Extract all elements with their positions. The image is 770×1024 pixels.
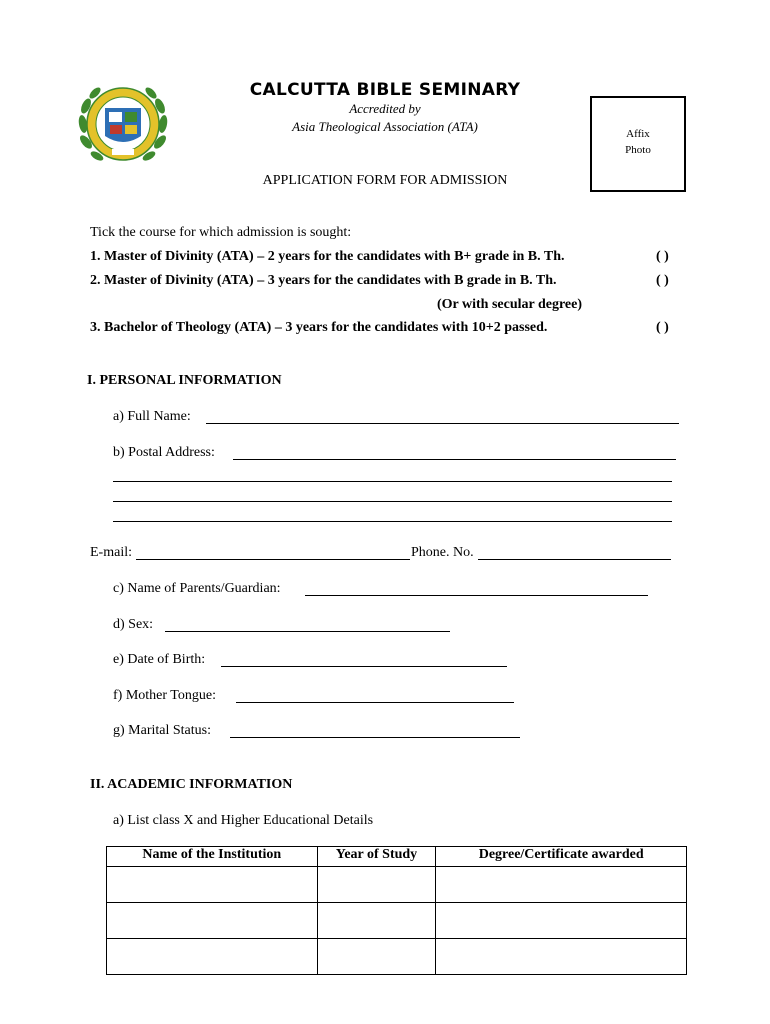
- education-list-label: a) List class X and Higher Educational Details: [113, 813, 374, 828]
- course-option-1: 1. Master of Divinity (ATA) – 2 years for the candidates with B+ grade in B. Th.: [90, 249, 565, 264]
- parents-label: c) Name of Parents/Guardian:: [113, 581, 281, 596]
- marital-status-label: g) Marital Status:: [113, 723, 211, 738]
- personal-info-heading: I. PERSONAL INFORMATION: [87, 373, 282, 388]
- full-name-label: a) Full Name:: [113, 409, 191, 424]
- association-name: Asia Theological Association (ATA): [292, 119, 478, 134]
- course-checkbox-3[interactable]: ( ): [656, 320, 669, 335]
- course-instruction: Tick the course for which admission is sought:: [90, 225, 352, 240]
- column-header-year: Year of Study: [317, 847, 436, 867]
- sex-field[interactable]: [165, 631, 450, 632]
- postal-address-field-2[interactable]: [113, 481, 672, 482]
- secular-degree-note: (Or with secular degree): [437, 297, 583, 312]
- photo-label-2: Photo: [625, 144, 651, 156]
- email-label: E-mail:: [90, 545, 132, 560]
- course-checkbox-2[interactable]: ( ): [656, 273, 669, 288]
- table-cell[interactable]: [317, 903, 436, 939]
- mother-tongue-field[interactable]: [236, 702, 514, 703]
- table-row: [107, 903, 687, 939]
- table-header-row: [107, 847, 687, 867]
- table-cell[interactable]: [317, 939, 436, 975]
- table-row: [107, 867, 687, 903]
- table-cell[interactable]: [436, 903, 687, 939]
- table-cell[interactable]: [317, 867, 436, 903]
- course-option-3: 3. Bachelor of Theology (ATA) – 3 years for the candidates with 10+2 passed.: [90, 320, 548, 335]
- form-title: APPLICATION FORM FOR ADMISSION: [262, 173, 508, 188]
- table-cell[interactable]: [107, 939, 318, 975]
- parents-field[interactable]: [305, 595, 648, 596]
- postal-address-field-1[interactable]: [233, 459, 676, 460]
- education-table: [106, 846, 687, 975]
- table-cell[interactable]: [107, 903, 318, 939]
- mother-tongue-label: f) Mother Tongue:: [113, 688, 216, 703]
- course-option-2: 2. Master of Divinity (ATA) – 3 years for the candidates with B grade in B. Th.: [90, 273, 557, 288]
- marital-status-field[interactable]: [230, 737, 520, 738]
- seminary-name: CALCUTTA BIBLE SEMINARY: [249, 80, 521, 100]
- postal-address-field-3[interactable]: [113, 501, 672, 502]
- academic-info-heading: II. ACADEMIC INFORMATION: [90, 777, 293, 792]
- column-header-institution: Name of the Institution: [107, 847, 318, 867]
- postal-address-field-4[interactable]: [113, 521, 672, 522]
- sex-label: d) Sex:: [113, 617, 154, 632]
- course-checkbox-1[interactable]: ( ): [656, 249, 669, 264]
- accredited-by: Accredited by: [349, 101, 421, 116]
- email-field[interactable]: [136, 559, 410, 560]
- table-cell[interactable]: [436, 867, 687, 903]
- table-cell[interactable]: [107, 867, 318, 903]
- column-header-degree: Degree/Certificate awarded: [436, 847, 687, 867]
- phone-label: Phone. No.: [411, 545, 474, 560]
- table-row: [107, 939, 687, 975]
- photo-label-1: Affix: [626, 128, 650, 140]
- dob-field[interactable]: [221, 666, 507, 667]
- table-cell[interactable]: [436, 939, 687, 975]
- postal-address-label: b) Postal Address:: [113, 445, 215, 460]
- full-name-field[interactable]: [206, 423, 679, 424]
- phone-field[interactable]: [478, 559, 671, 560]
- dob-label: e) Date of Birth:: [113, 652, 206, 667]
